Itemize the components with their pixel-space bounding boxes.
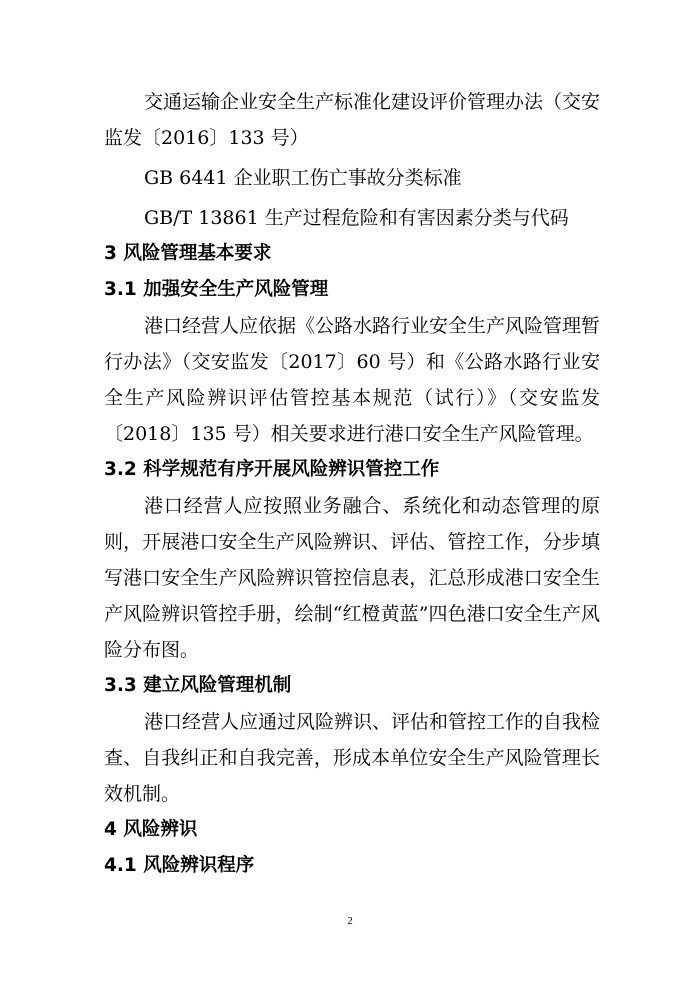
heading-4-1: 4.1 风险辨识程序 (104, 855, 255, 876)
reference-3: GB/T 13861 生产过程危险和有害因素分类与代码 (144, 207, 569, 229)
paragraph-3-1: 港口经营人应依据《公路水路行业安全生产风险管理暂行办法》（交安监发〔2017〕60 号）和《公路水路行业安全生产风险辨识评估管控基本规范（试行）》（交安监发〔2018〕135 号）相关要求进行港口安全生产风险管理。 (104, 315, 601, 445)
heading-4: 4 风险辨识 (104, 819, 198, 840)
document-page (104, 84, 600, 884)
heading-3: 3 风险管理基本要求 (104, 243, 272, 264)
heading-3-2: 3.2 科学规范有序开展风险辨识管控工作 (104, 459, 440, 480)
reference-1: 交通运输企业安全生产标准化建设评价管理办法（交安监发〔2016〕133 号） (104, 91, 601, 149)
paragraph-3-2: 港口经营人应按照业务融合、系统化和动态管理的原则，开展港口安全生产风险辨识、评估、管控工作，分步填写港口安全生产风险辨识管控信息表，汇总形成港口安全生产风险辨识管控手册，绘制“红橙黄蓝”四色港口安全生产风险分布图。 (104, 495, 600, 661)
page-number: 2 (347, 915, 353, 927)
heading-3-1: 3.1 加强安全生产风险管理 (104, 279, 329, 300)
reference-2: GB 6441 企业职工伤亡事故分类标准 (144, 167, 462, 189)
heading-3-3: 3.3 建立风险管理机制 (104, 675, 292, 696)
paragraph-3-3: 港口经营人应通过风险辨识、评估和管控工作的自我检查、自我纠正和自我完善，形成本单位安全生产风险管理长效机制。 (104, 711, 601, 805)
